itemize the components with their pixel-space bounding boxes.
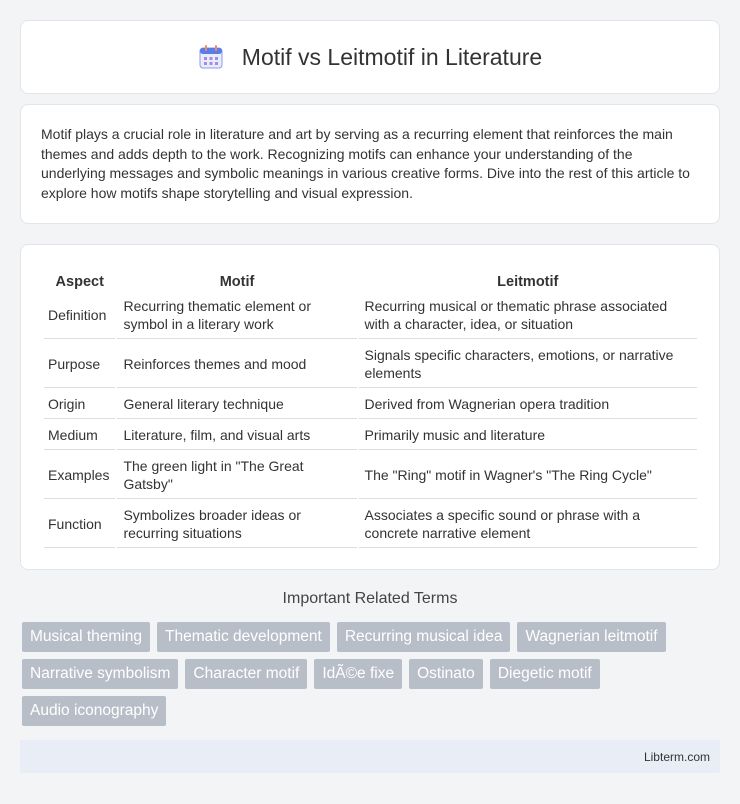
tag-diegetic-motif[interactable]: Diegetic motif bbox=[490, 659, 600, 689]
table-cell: Literature, film, and visual arts bbox=[117, 421, 356, 450]
page-title: Motif vs Leitmotif in Literature bbox=[241, 43, 543, 70]
comparison-card bbox=[20, 244, 720, 570]
table-row bbox=[44, 421, 697, 450]
table-cell: Examples bbox=[44, 452, 115, 499]
title-card bbox=[20, 20, 720, 94]
header-motif: Motif bbox=[219, 274, 255, 290]
related-terms-list bbox=[22, 622, 722, 726]
table-cell: Medium bbox=[44, 421, 115, 450]
tag-narrative-symbolism[interactable]: Narrative symbolism bbox=[22, 659, 178, 689]
table-cell: Origin bbox=[44, 390, 115, 419]
tag-ostinato[interactable]: Ostinato bbox=[409, 659, 483, 689]
table-cell: Signals specific characters, emotions, or narrative elements bbox=[359, 341, 697, 388]
header-leitmotif: Leitmotif bbox=[497, 274, 559, 290]
tag-audio-iconography[interactable]: Audio iconography bbox=[22, 696, 166, 726]
table-row bbox=[44, 501, 697, 548]
table-cell: Primarily music and literature bbox=[359, 421, 697, 450]
tag-character-motif[interactable]: Character motif bbox=[185, 659, 307, 689]
calendar-icon bbox=[198, 44, 224, 70]
table-cell: Recurring musical or thematic phrase associated with a character, idea, or situation bbox=[359, 292, 697, 339]
intro-card bbox=[20, 104, 720, 224]
table-cell: The "Ring" motif in Wagner's "The Ring Cycle" bbox=[359, 452, 697, 499]
table-cell: Associates a specific sound or phrase with a concrete narrative element bbox=[359, 501, 697, 548]
table-cell: Definition bbox=[44, 292, 115, 339]
table-row bbox=[44, 292, 697, 339]
tag-musical-theming[interactable]: Musical theming bbox=[22, 622, 150, 652]
table-cell: Symbolizes broader ideas or recurring situations bbox=[117, 501, 356, 548]
table-cell: Derived from Wagnerian opera tradition bbox=[359, 390, 697, 419]
tag-recurring-musical-idea[interactable]: Recurring musical idea bbox=[337, 622, 511, 652]
comparison-table bbox=[42, 267, 699, 550]
tag-idee-fixe[interactable]: IdÃ©e fixe bbox=[314, 659, 402, 689]
header-aspect: Aspect bbox=[55, 274, 104, 290]
table-row bbox=[44, 390, 697, 419]
table-cell: Recurring thematic element or symbol in a literary work bbox=[117, 292, 356, 339]
table-row bbox=[44, 452, 697, 499]
table-cell: Reinforces themes and mood bbox=[117, 341, 356, 388]
table-cell: Purpose bbox=[44, 341, 115, 388]
table-cell: Function bbox=[44, 501, 115, 548]
tag-wagnerian-leitmotif[interactable]: Wagnerian leitmotif bbox=[517, 622, 665, 652]
intro-text: Motif plays a crucial role in literature and art by serving as a recurring element that reinforces the main themes and adds depth to the work. Recognizing motifs can enhance your understanding of the underlying messages and symbolic meanings in various creative forms. Dive into the rest of this article to explore how motifs shape storytelling and visual expression. bbox=[41, 126, 690, 201]
table-cell: The green light in "The Great Gatsby" bbox=[117, 452, 356, 499]
footer bbox=[20, 740, 720, 773]
tag-thematic-development[interactable]: Thematic development bbox=[157, 622, 330, 652]
related-terms-title: Important Related Terms bbox=[282, 590, 458, 607]
table-header-row bbox=[44, 269, 697, 290]
footer-site-link[interactable]: Libterm.com bbox=[643, 749, 710, 764]
table-cell: General literary technique bbox=[117, 390, 356, 419]
table-row bbox=[44, 341, 697, 388]
